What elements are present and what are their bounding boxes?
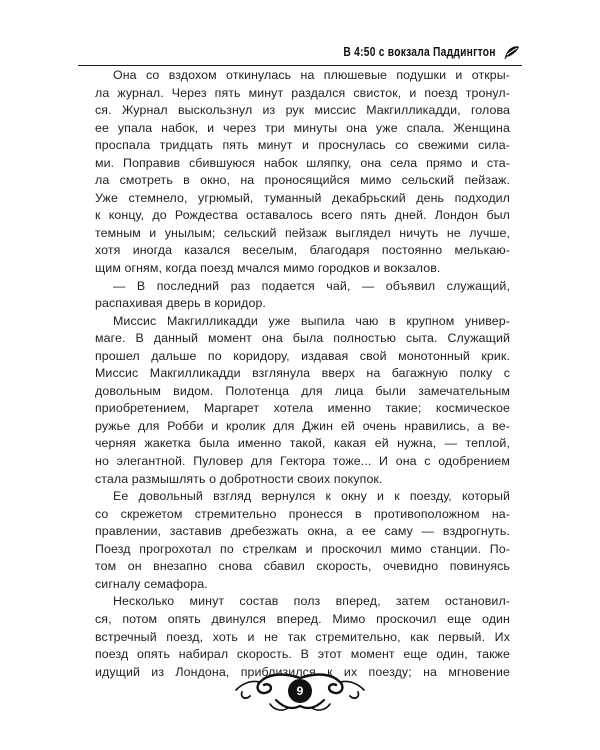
paragraph	[95, 278, 510, 313]
text-line: темным и унылым; сельский пейзаж выглядел ничуть не лучше,	[95, 225, 510, 240]
text-line: идущий из Лондона, приблизился к их поезду; на мгновение	[95, 664, 510, 679]
text-line: черняя жакетка была именно такой, какая ей нужна, — теплой,	[95, 436, 510, 451]
text-line: Миссис Макгилликадди уже выпила чаю в крупном универ-	[113, 313, 510, 328]
body-text	[95, 67, 510, 681]
text-line: Она со вздохом откинулась на плюшевые подушки и откры-	[113, 68, 510, 82]
text-line: щим огням, когда поезд мчался мимо городков и вокзалов.	[95, 261, 441, 276]
text-line: хотя иногда казался веселым, благодаря постоянно мелькаю-	[95, 243, 510, 258]
text-line: ее упала набок, и через три минуты она уже спала. Женщина	[95, 120, 510, 135]
text-line: но элегантной. Пуловер для Гектора тоже... И она с одобрением	[95, 454, 510, 469]
paragraph	[95, 488, 510, 593]
leaf-ornament-icon	[504, 45, 520, 59]
text-line: прошел дальше по коридору, издавая свой монотонный крик.	[95, 348, 510, 363]
text-line: маге. В данный момент она была полностью сыта. Служащий	[95, 331, 510, 346]
text-line: сигналу семафора.	[95, 576, 208, 591]
text-line: Ее довольный взгляд вернулся к окну и к поезду, который	[113, 489, 510, 504]
running-head	[310, 45, 520, 59]
text-line: встречный поезд, хоть и не так стремительно, как первый. Их	[95, 629, 510, 644]
text-line: распахивая дверь в коридор.	[95, 296, 266, 311]
text-line: стала размышлять о добротности своих покупок.	[95, 471, 383, 486]
text-line: ла журнал. Через пять минут раздался свисток, и поезд тронул-	[95, 85, 510, 100]
header-rule	[78, 65, 522, 66]
text-line: приобретением, Маргарет хотела именно такие; космическое	[95, 401, 510, 416]
text-line: Уже стемнело, угрюмый, туманный декабрьский день подходил	[95, 190, 510, 205]
paragraph	[95, 593, 510, 681]
running-title: В 4:50 с вокзала Паддингтон	[343, 45, 496, 59]
text-line: Несколько минут состав полз вперед, затем остановил-	[113, 594, 510, 609]
paragraph	[95, 67, 510, 278]
text-line: Миссис Макгилликадди взглянула вверх на багажную полку с	[95, 366, 510, 381]
text-line: правлении, заставив дребезжать окна, а ее саму — вздрогнуть.	[95, 524, 510, 539]
text-line: поезд опять набирал скорость. В этот момент еще один, также	[95, 647, 510, 662]
text-line: довольным видом. Полотенца для лица были замечательным	[95, 383, 510, 398]
text-line: проспала тридцать пять минут и проснулась со свежими сила-	[95, 138, 510, 153]
text-line: к концу, до Рождества оставалось всего пять дней. Лондон был	[95, 208, 510, 223]
text-line: ружье для Робби и кролик для Джин ей очень нравились, а ве-	[95, 418, 510, 433]
text-line: ми. Поправив сбившуюся набок шляпку, она села прямо и ста-	[95, 155, 510, 170]
text-line: Поезд прогрохотал по стрелкам и проскочил мимо станции. По-	[95, 541, 510, 556]
text-line: ся, потом опять двинулся вперед. Мимо проскочил еще один	[95, 611, 510, 626]
paragraph	[95, 313, 510, 488]
text-line: ся. Журнал выскользнул из рук миссис Макгилликадди, голова	[95, 103, 510, 118]
page-number: 9	[288, 679, 312, 703]
text-line: том он внезапно снова сбавил скорость, очевидно повинуясь	[95, 559, 510, 574]
text-line: — В последний раз подается чай, — объявил служащий,	[113, 278, 510, 293]
page-footer	[230, 670, 370, 712]
text-line: ла смотреть в окно, на проносящийся мимо сельский пейзаж.	[95, 173, 510, 188]
text-line: со скрежетом стремительно пронесся в противоположном на-	[95, 506, 510, 521]
